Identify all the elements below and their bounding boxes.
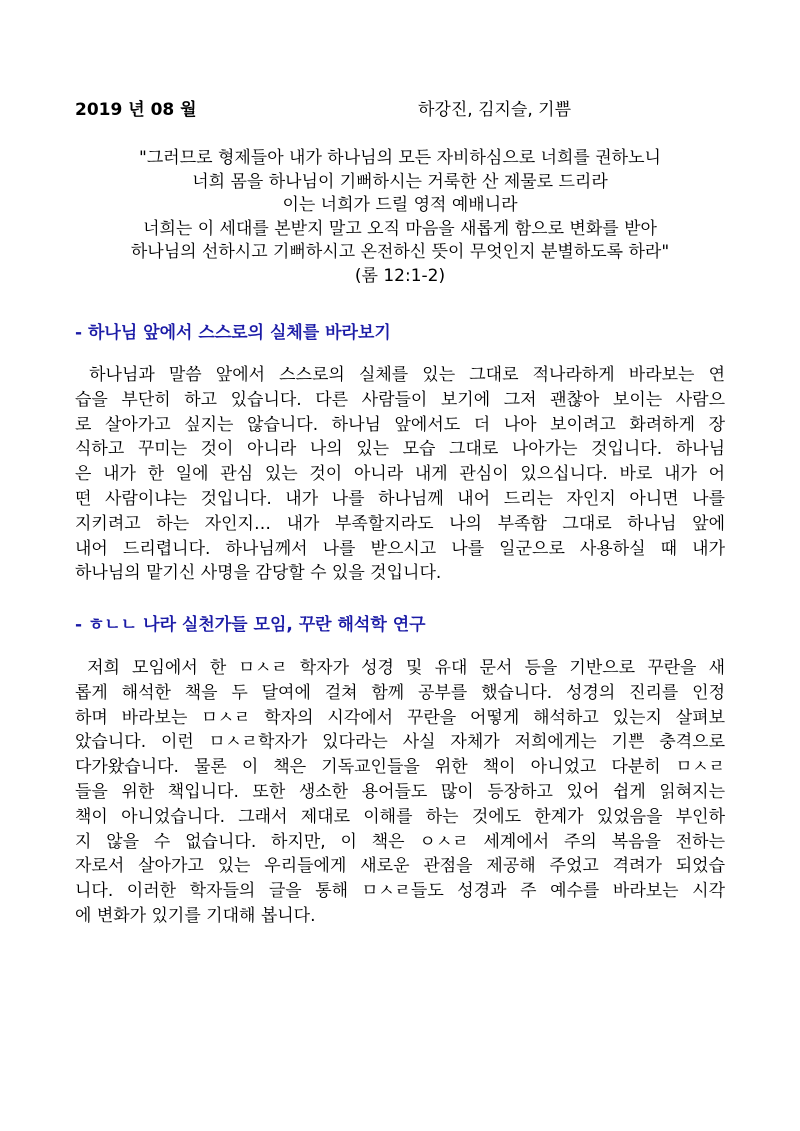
verse-line: 하나님의 선하시고 기뻐하시고 온전하신 뜻이 무엇인지 분별하도록 하라"	[130, 242, 670, 263]
paragraph-line: 식하고 꾸미는 것이 아니라 나의 있는 모습 그대로 나아가는 것입니다. 하나님	[75, 439, 725, 460]
paragraph-line: 하나님과 말씀 앞에서 스스로의 실체를 있는 그대로 적나라하게 바라보는 연	[89, 365, 725, 385]
paragraph-line: 하며 바라보는 ㅁㅅㄹ 학자의 시각에서 꾸란을 어떻게 해석하고 있는지 살펴보	[75, 707, 725, 728]
report-date: 2019 년 08 월	[75, 100, 197, 120]
paragraph-line: 지키려고 하는 자인지… 내가 부족할지라도 나의 부족함 그대로 하나님 앞에	[75, 513, 725, 534]
paragraph-line: 저희 모임에서 한 ㅁㅅㄹ 학자가 성경 및 유대 문서 등을 기반으로 꾸란을 새	[87, 658, 725, 678]
verse-reference: (롬 12:1-2)	[354, 265, 446, 286]
paragraph-line: 지 않을 수 없습니다. 하지만, 이 책은 ㅇㅅㄹ 세계에서 주의 복음을 전하는	[75, 831, 725, 852]
verse-line: 너희는 이 세대를 본받지 말고 오직 마음을 새롭게 함으로 변화를 받아	[143, 218, 657, 239]
verse-line: "그러므로 형제들아 내가 하나님의 모든 자비하심으로 너희를 권하노니	[139, 148, 661, 168]
paragraph-line: 다가왔습니다. 물론 이 책은 기독교인들을 위한 책이 아니었고 다분히 ㅁㅅㄹ	[75, 757, 725, 778]
paragraph-line: 들을 위한 책입니다. 또한 생소한 용어들도 많이 등장하고 있어 쉽게 읽혀지는	[75, 781, 725, 802]
paragraph-line: 롭게 해석한 책을 두 달여에 걸쳐 함께 공부를 했습니다. 성경의 진리를 인정	[75, 682, 725, 703]
document-header	[75, 95, 725, 121]
section-body-self-reflection	[75, 363, 725, 586]
paragraph-line: 떤 사람이냐는 것입니다. 내가 나를 하나님께 내어 드리는 자인지 아니면 나를	[75, 488, 725, 509]
scripture-quote	[60, 147, 740, 289]
paragraph-line: 로 살아가고 싶지는 않습니다. 하나님 앞에서도 더 나아 보이려고 화려하게 장	[75, 414, 725, 435]
paragraph-line: 내어 드리렵니다. 하나님께서 나를 받으시고 나를 일군으로 사용하실 때 내가	[75, 538, 725, 559]
paragraph-line: 은 내가 한 일에 관심 있는 것이 아니라 내게 관심이 있으십니다. 바로 내가 어	[75, 464, 725, 485]
section-title-self-reflection: - 하나님 앞에서 스스로의 실체를 바라보기	[75, 323, 391, 343]
verse-line: 너희 몸을 하나님이 기뻐하시는 거룩한 산 제물로 드리라	[192, 171, 608, 192]
paragraph-line: 책이 아니었습니다. 그래서 제대로 이해를 하는 것에도 한계가 있었음을 부인하	[75, 806, 725, 827]
section-title-quran-study: - ㅎㄴㄴ 나라 실천가들 모임, 꾸란 해석학 연구	[75, 615, 426, 635]
paragraph-line: 니다. 이러한 학자들의 글을 통해 ㅁㅅㄹ들도 성경과 주 예수를 바라보는 시각	[75, 881, 725, 902]
authors: 하강진, 김지슬, 기쁨	[418, 100, 571, 120]
paragraph-line: 습을 부단히 하고 있습니다. 다른 사람들이 보기에 그저 괜찮아 보이는 사람으	[75, 389, 725, 410]
paragraph-line: 았습니다. 이런 ㅁㅅㄹ학자가 있다라는 사실 자체가 저희에게는 기쁜 충격으로	[75, 732, 725, 753]
paragraph-line: 하나님의 맡기신 사명을 감당할 수 있을 것입니다.	[75, 563, 442, 584]
section-body-quran-study	[75, 656, 725, 929]
verse-line: 이는 너희가 드릴 영적 예배니라	[282, 195, 518, 216]
paragraph-line: 에 변화가 있기를 기대해 봅니다.	[75, 905, 316, 926]
paragraph-line: 자로서 살아가고 있는 우리들에게 새로운 관점을 제공해 주었고 격려가 되었습	[75, 856, 725, 877]
